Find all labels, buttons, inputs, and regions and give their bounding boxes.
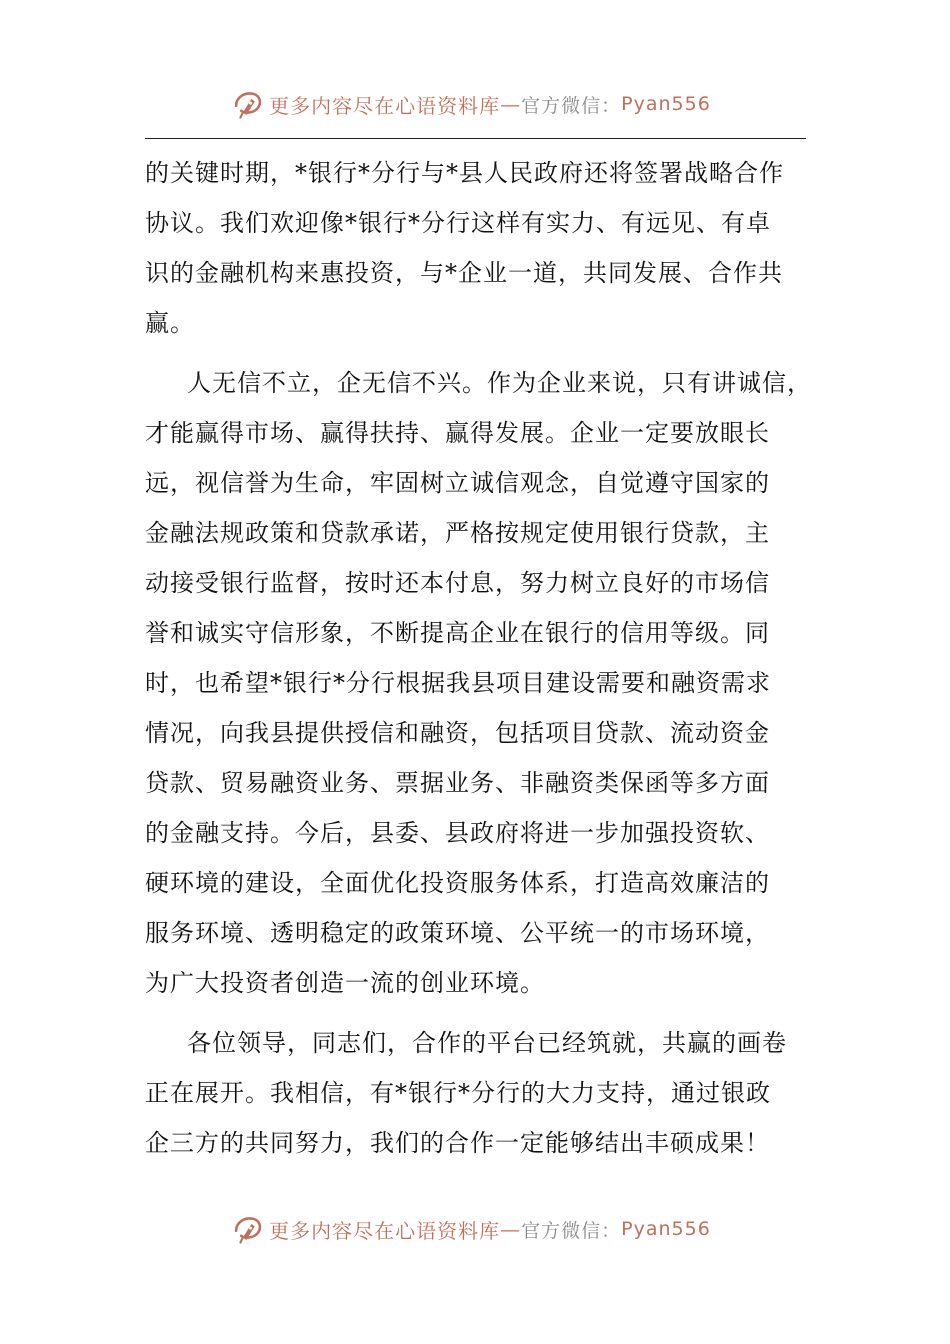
watermark-wechat-id: Pyan556	[621, 93, 711, 115]
text-line: 金融法规政策和贷款承诺，严格按规定使用银行贷款，主	[145, 519, 770, 547]
paragraph-1	[145, 148, 825, 348]
text-line: 协议。我们欢迎像*银行*分行这样有实力、有远见、有卓	[145, 209, 771, 237]
watermark-official-label: 官方微信：	[521, 1219, 622, 1242]
watermark-brand-text: 更多内容尽在心语资料库	[269, 93, 501, 118]
text-line: 各位领导，同志们，合作的平台已经筑就，共赢的画卷	[187, 1029, 787, 1057]
watermark-dash: —	[500, 92, 522, 116]
text-line: 赢。	[145, 309, 195, 337]
watermark-official-label: 官方微信：	[521, 94, 622, 117]
text-line: 才能赢得市场、赢得扶持、赢得发展。企业一定要放眼长	[145, 419, 770, 447]
watermark-brand-text: 更多内容尽在心语资料库	[269, 1218, 501, 1243]
watermark-dash: —	[500, 1217, 522, 1241]
text-line: 情况，向我县提供授信和融资，包括项目贷款、流动资金	[145, 719, 770, 747]
pen-nib-logo-icon	[231, 87, 265, 121]
watermark-wechat-id: Pyan556	[621, 1218, 711, 1240]
paragraph-3	[145, 1018, 825, 1168]
text-line: 远，视信誉为生命，牢固树立诚信观念，自觉遵守国家的	[145, 469, 770, 497]
text-line: 的金融支持。今后，县委、县政府将进一步加强投资软、	[145, 819, 770, 847]
text-line: 正在展开。我相信，有*银行*分行的大力支持，通过银政	[145, 1079, 771, 1107]
paragraph-2	[145, 358, 825, 1008]
text-line: 动接受银行监督，按时还本付息，努力树立良好的市场信	[145, 569, 770, 597]
text-line: 识的金融机构来惠投资，与*企业一道，共同发展、合作共	[145, 259, 783, 287]
text-line: 服务环境、透明稳定的政策环境、公平统一的市场环境，	[145, 919, 770, 947]
document-body	[145, 148, 825, 1168]
text-line: 时，也希望*银行*分行根据我县项目建设需要和融资需求	[145, 669, 771, 697]
text-line: 人无信不立，企无信不兴。作为企业来说，只有讲诚信，	[187, 369, 812, 397]
footer-watermark	[0, 1209, 950, 1249]
text-line: 为广大投资者创造一流的创业环境。	[145, 969, 545, 997]
text-line: 的关键时期，*银行*分行与*县人民政府还将签署战略合作	[145, 159, 784, 187]
header-watermark	[0, 84, 950, 124]
pen-nib-logo-icon	[231, 1212, 265, 1246]
text-line: 贷款、贸易融资业务、票据业务、非融资类保函等多方面	[145, 769, 770, 797]
text-line: 企三方的共同努力，我们的合作一定能够结出丰硕成果！	[145, 1129, 770, 1157]
text-line: 誉和诚实守信形象，不断提高企业在银行的信用等级。同	[145, 619, 770, 647]
text-line: 硬环境的建设，全面优化投资服务体系，打造高效廉洁的	[145, 869, 770, 897]
header-divider	[145, 138, 806, 139]
